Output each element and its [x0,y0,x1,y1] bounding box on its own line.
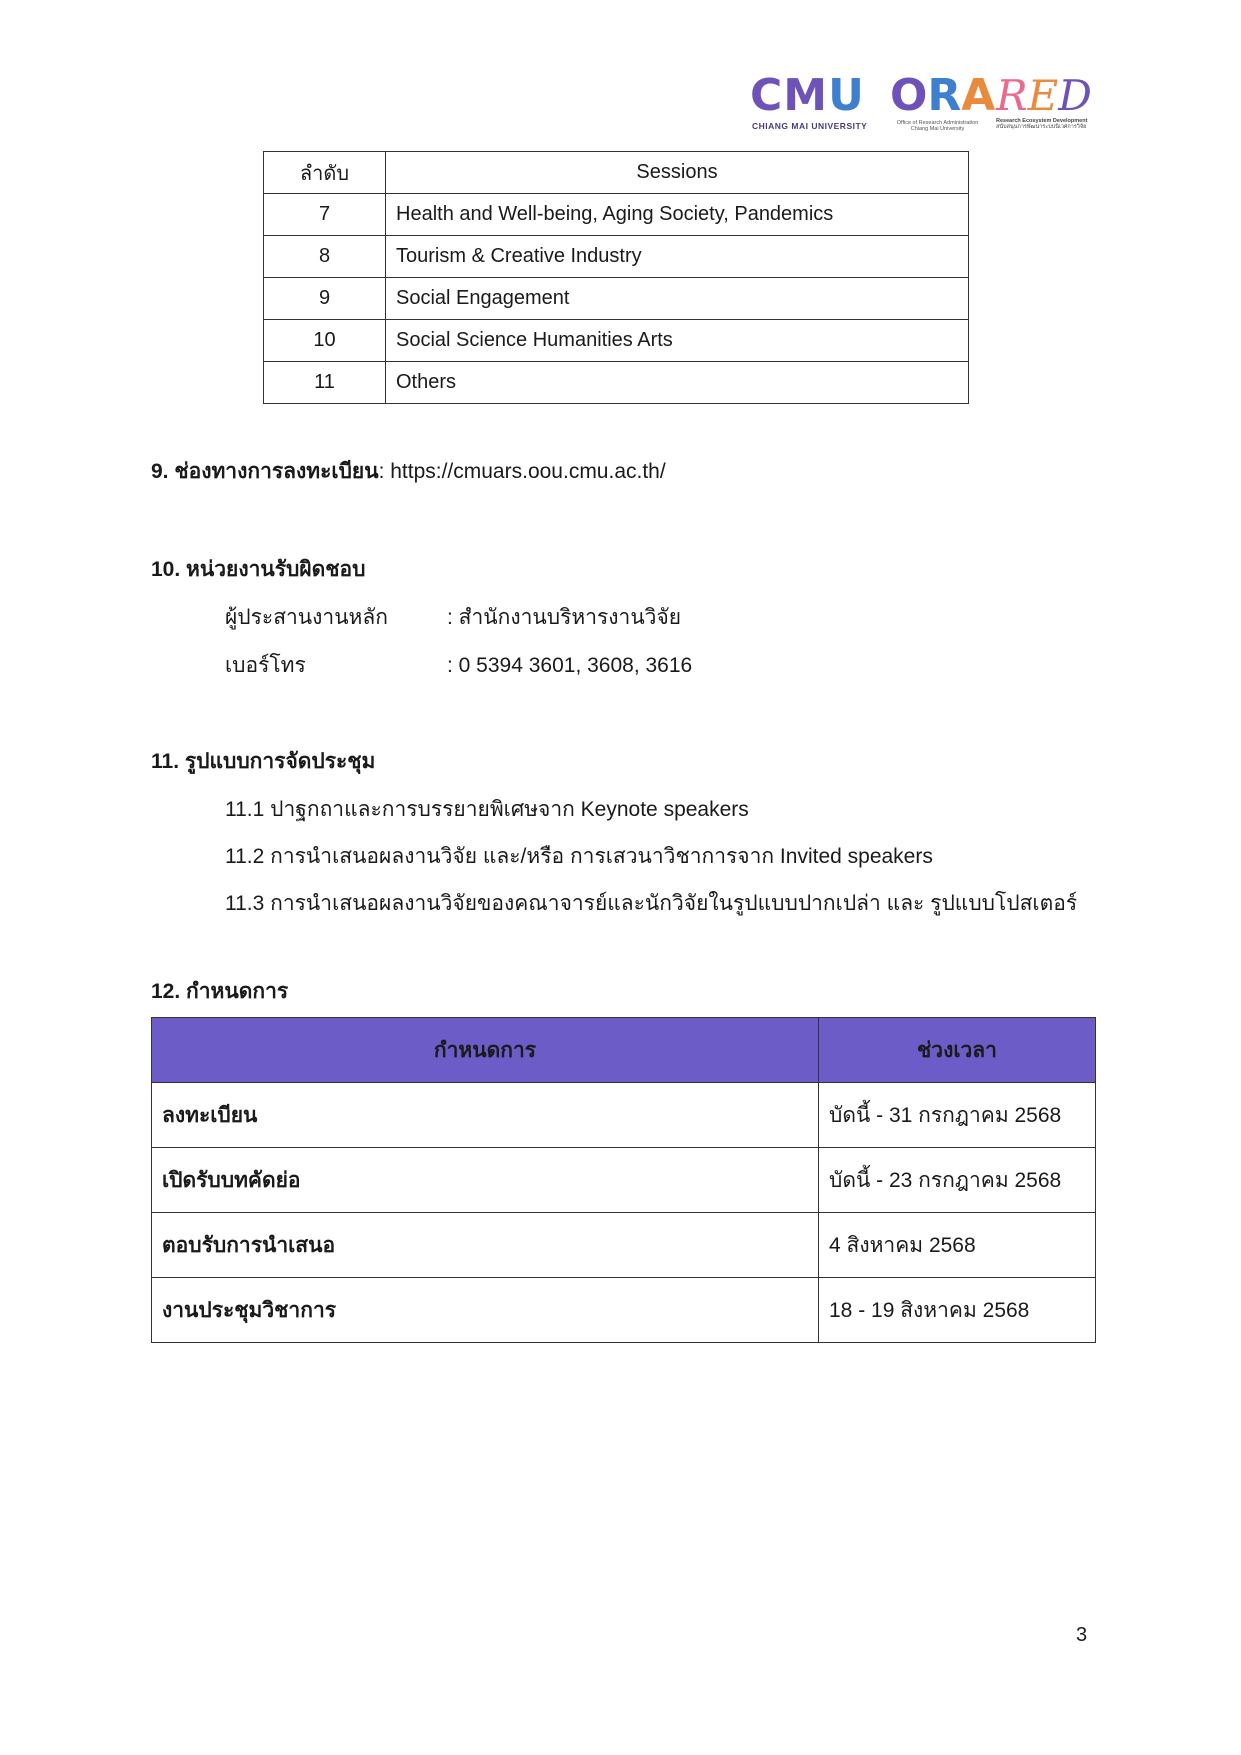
ora-logo-subtitle: Office of Research Administration Chiang Mai University [896,120,979,132]
cmu-logo-subtitle: CHIANG MAI UNIVERSITY [752,121,868,131]
red-logo-subtitle: Research Ecosystem Development สนับสนุนการพัฒนาระบบนิเวศการวิจัย [996,118,1088,130]
section-9-heading: 9. ช่องทางการลงทะเบียน [151,460,379,483]
session-no: 9 [264,278,386,320]
section-11-heading: 11. รูปแบบการจัดประชุม [151,750,376,773]
registration-channel [151,458,666,486]
sessions-table [263,151,969,404]
schedule-event: ตอบรับการนำเสนอ [152,1213,819,1278]
table-header-row [152,1018,1096,1083]
format-item: 11.1 ปาฐกถาและการบรรยายพิเศษจาก Keynote speakers [225,798,749,821]
table-row [264,320,969,362]
cmu-logo: CMU CHIANG MAI UNIVERSITY [750,70,868,131]
session-name: Social Engagement [386,278,969,320]
table-header-row [264,152,969,194]
column-header-period: ช่วงเวลา [819,1018,1096,1083]
ora-logo: ORA Office of Research Administration Chiang Mai University [890,70,996,132]
table-row [264,362,969,404]
table-row [152,1083,1096,1148]
session-name: Health and Well-being, Aging Society, Pandemics [386,194,969,236]
schedule-date: บัดนี้ - 31 กรกฎาคม 2568 [819,1083,1096,1148]
section-10-heading: 10. หน่วยงานรับผิดชอบ [151,558,366,581]
red-logo: RED Research Ecosystem Development สนับสนุนการพัฒนาระบบนิเวศการวิจัย [996,71,1092,130]
session-no: 7 [264,194,386,236]
column-header-sessions: Sessions [386,152,969,194]
session-no: 11 [264,362,386,404]
schedule-date: 18 - 19 สิงหาคม 2568 [819,1278,1096,1343]
schedule-date: 4 สิงหาคม 2568 [819,1213,1096,1278]
session-no: 10 [264,320,386,362]
session-no: 8 [264,236,386,278]
coordinator-label: ผู้ประสานงานหลัก [225,606,388,629]
schedule-event: ลงทะเบียน [152,1083,819,1148]
table-row [152,1213,1096,1278]
header-logos [750,72,1090,142]
registration-url[interactable]: : https://cmuars.oou.cmu.ac.th/ [378,460,666,483]
format-item: 11.2 การนำเสนอผลงานวิจัย และ/หรือ การเสวนาวิชาการจาก Invited speakers [225,845,933,868]
schedule-event: เปิดรับบทคัดย่อ [152,1148,819,1213]
schedule-event: งานประชุมวิชาการ [152,1278,819,1343]
format-item: 11.3 การนำเสนอผลงานวิจัยของคณาจารย์และนักวิจัยในรูปแบบปากเปล่า และ รูปแบบโปสเตอร์ [225,892,1078,915]
session-name: Tourism & Creative Industry [386,236,969,278]
session-name: Social Science Humanities Arts [386,320,969,362]
phone-value: : 0 5394 3601, 3608, 3616 [447,654,693,677]
table-row [264,236,969,278]
coordinator-value: : สำนักงานบริหารงานวิจัย [447,606,682,629]
table-row [264,194,969,236]
table-row [264,278,969,320]
table-row [152,1278,1096,1343]
section-12-heading: 12. กำหนดการ [151,980,289,1003]
schedule-date: บัดนี้ - 23 กรกฎาคม 2568 [819,1148,1096,1213]
schedule-table [151,1017,1096,1343]
session-name: Others [386,362,969,404]
phone-label: เบอร์โทร [225,654,306,677]
column-header-event: กำหนดการ [152,1018,819,1083]
table-row [152,1148,1096,1213]
page-number: 3 [1076,1624,1088,1646]
column-header-no: ลำดับ [264,152,386,194]
